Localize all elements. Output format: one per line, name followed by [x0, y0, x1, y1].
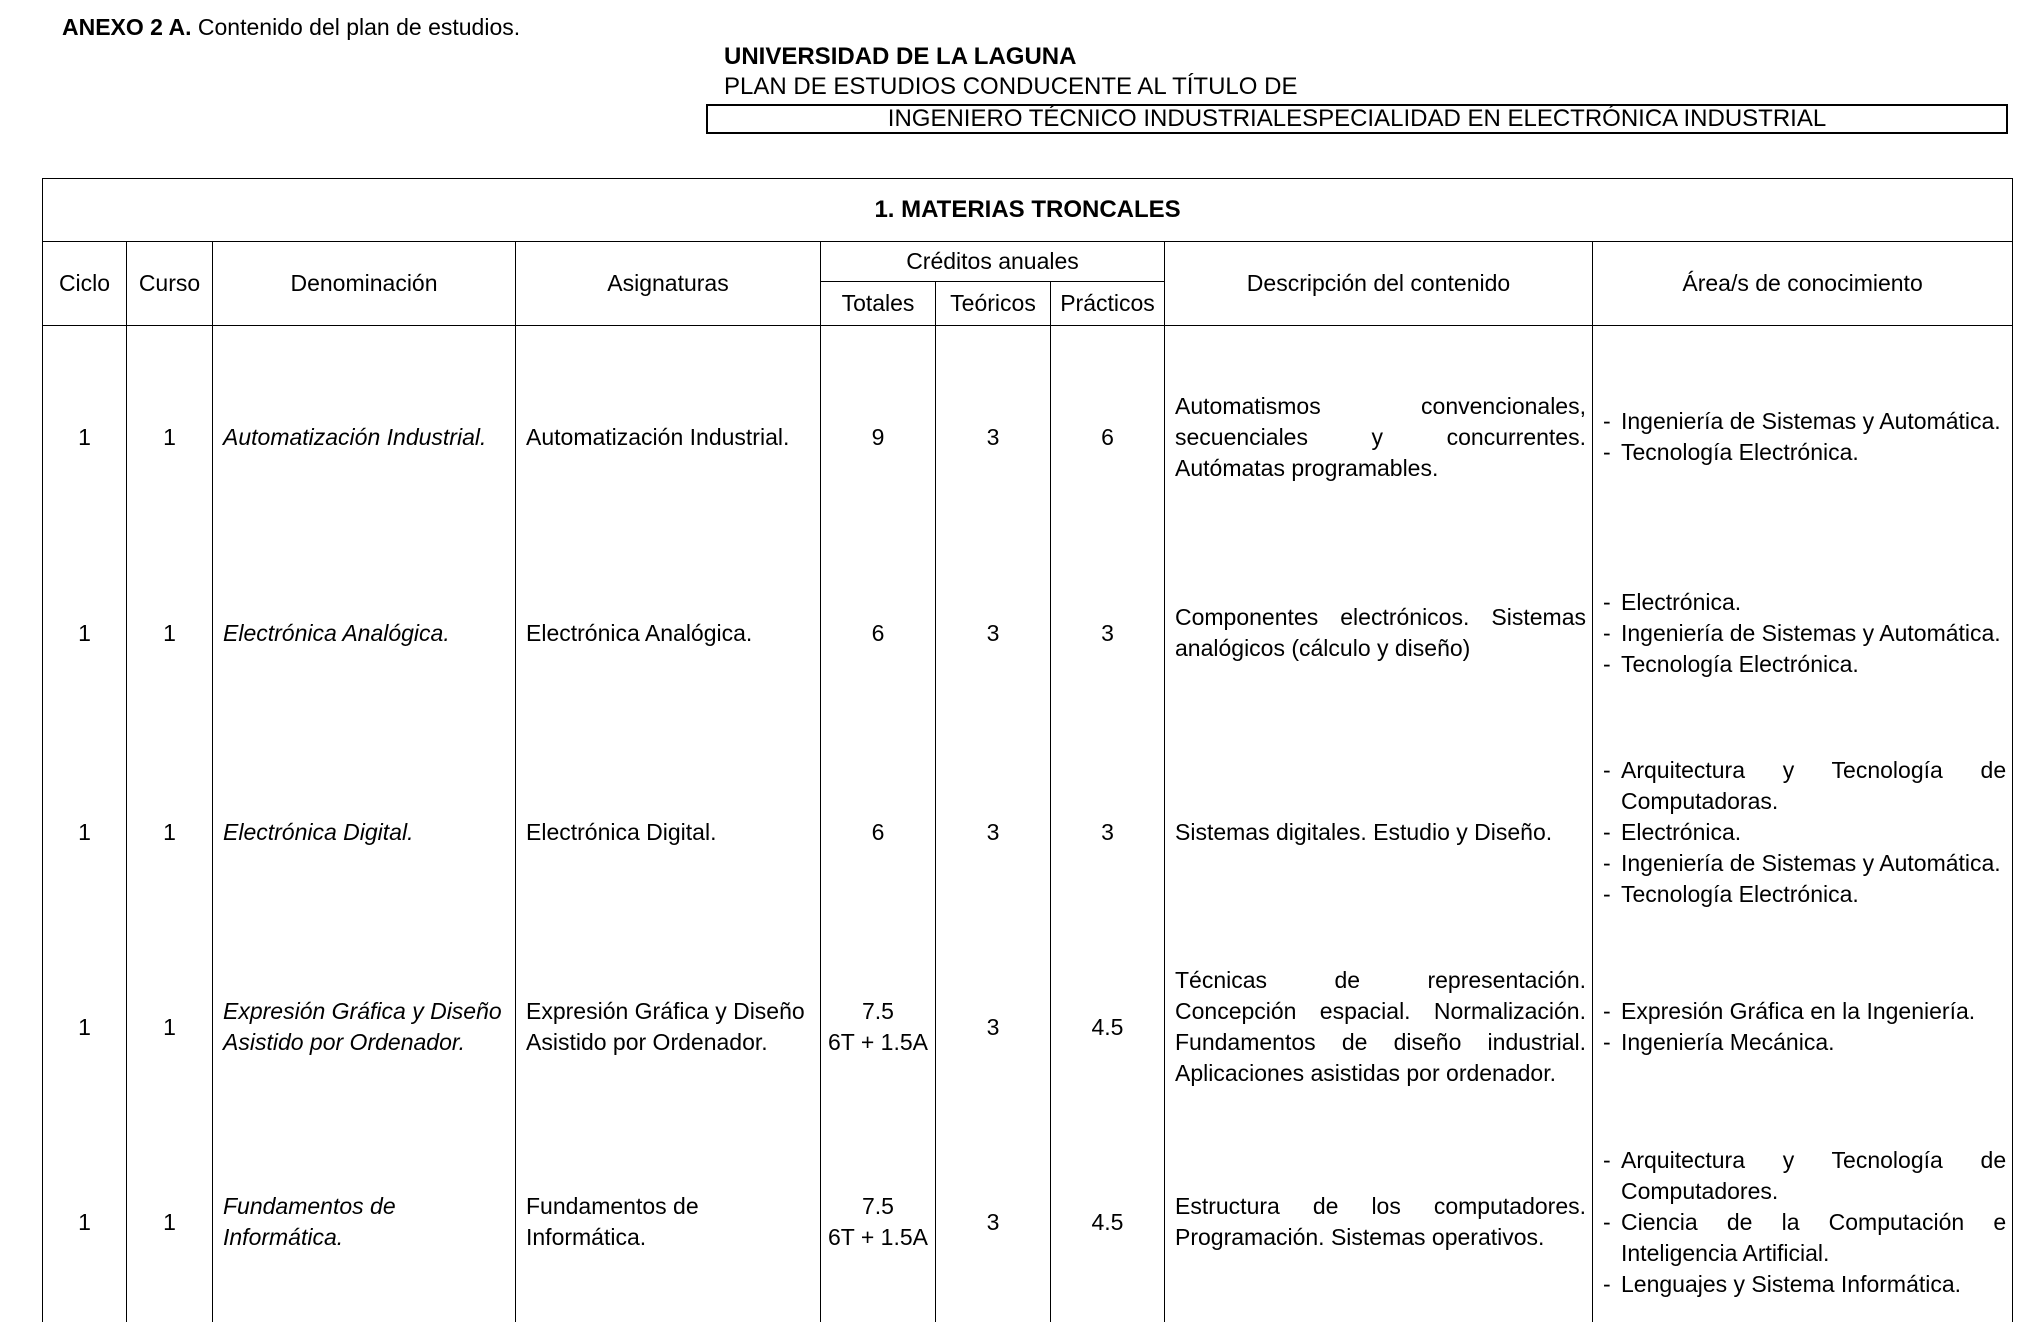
- cell-areas: [1593, 534, 2013, 732]
- cell-teoricos: 3: [936, 534, 1051, 732]
- section-title: 1. MATERIAS TRONCALES: [43, 179, 2013, 242]
- cell-practicos: 4.5: [1051, 932, 1165, 1122]
- table-row: [43, 534, 2013, 732]
- cell-asignatura: Electrónica Analógica.: [516, 534, 821, 732]
- annex-description: Contenido del plan de estudios.: [197, 14, 521, 40]
- cell-totales: [821, 1122, 936, 1322]
- area-item: - Ingeniería de Sistemas y Automática.: [1601, 406, 2006, 437]
- area-item: - Tecnología Electrónica.: [1601, 879, 2006, 910]
- col-header-practicos: Prácticos: [1051, 282, 1165, 326]
- totales-value: 6: [871, 619, 885, 646]
- cell-descripcion: Componentes electrónicos. Sistemas analógicos (cálculo y diseño): [1165, 534, 1593, 732]
- plan-line: PLAN DE ESTUDIOS CONDUCENTE AL TÍTULO DE: [724, 73, 1298, 100]
- cell-totales: [821, 932, 936, 1122]
- cell-asignatura: Fundamentos de Informática.: [516, 1122, 821, 1322]
- col-header-totales: Totales: [821, 282, 936, 326]
- col-header-asignaturas: Asignaturas: [516, 242, 821, 326]
- annex-label: ANEXO 2 A.: [62, 14, 192, 40]
- cell-curso: 1: [127, 732, 213, 932]
- cell-totales: [821, 534, 936, 732]
- cell-asignatura: Electrónica Digital.: [516, 732, 821, 932]
- totales-value: 7.5: [862, 998, 894, 1024]
- cell-practicos: 3: [1051, 534, 1165, 732]
- university-name: UNIVERSIDAD DE LA LAGUNA: [724, 43, 1077, 70]
- annex-heading: [62, 14, 520, 41]
- table-row: [43, 932, 2013, 1122]
- totales-value: 9: [871, 423, 885, 450]
- totales-value: 7.5: [862, 1193, 894, 1219]
- area-item: - Lenguajes y Sistema Informática.: [1601, 1269, 2006, 1300]
- degree-title: INGENIERO TÉCNICO INDUSTRIALESPECIALIDAD EN ELECTRÓNICA INDUSTRIAL: [887, 105, 1827, 132]
- area-item: - Ciencia de la Computación e Inteligencia Artificial.: [1601, 1207, 2006, 1269]
- cell-curso: 1: [127, 932, 213, 1122]
- col-header-denominacion: Denominación: [213, 242, 516, 326]
- area-item: - Ingeniería de Sistemas y Automática.: [1601, 618, 2006, 649]
- table-row: [43, 340, 2013, 534]
- area-item: - Tecnología Electrónica.: [1601, 437, 2006, 468]
- cell-practicos: 6: [1051, 340, 1165, 534]
- area-item: - Ingeniería Mecánica.: [1601, 1027, 2006, 1058]
- cell-areas: [1593, 340, 2013, 534]
- cell-areas: [1593, 1122, 2013, 1322]
- cell-ciclo: 1: [43, 932, 127, 1122]
- table-row: [43, 1122, 2013, 1322]
- cell-denominacion: Electrónica Analógica.: [213, 534, 516, 732]
- area-item: - Electrónica.: [1601, 587, 2006, 618]
- area-item: - Tecnología Electrónica.: [1601, 649, 2006, 680]
- cell-denominacion: Expresión Gráfica y Diseño Asistido por Ordenador.: [213, 932, 516, 1122]
- cell-teoricos: 3: [936, 340, 1051, 534]
- cell-practicos: 4.5: [1051, 1122, 1165, 1322]
- col-header-descripcion: Descripción del contenido: [1165, 242, 1593, 326]
- totales-note: 6T + 1.5A: [828, 1029, 928, 1055]
- cell-curso: 1: [127, 534, 213, 732]
- subjects-table: [42, 178, 2013, 1322]
- table-row: [43, 732, 2013, 932]
- col-header-teoricos: Teóricos: [936, 282, 1051, 326]
- cell-curso: 1: [127, 340, 213, 534]
- degree-title-box: [706, 104, 2008, 134]
- col-header-curso: Curso: [127, 242, 213, 326]
- cell-teoricos: 3: [936, 732, 1051, 932]
- cell-practicos: 3: [1051, 732, 1165, 932]
- cell-asignatura: Automatización Industrial.: [516, 340, 821, 534]
- area-item: - Arquitectura y Tecnología de Computadores.: [1601, 1145, 2006, 1207]
- cell-descripcion: Sistemas digitales. Estudio y Diseño.: [1165, 732, 1593, 932]
- col-header-ciclo: Ciclo: [43, 242, 127, 326]
- cell-totales: [821, 732, 936, 932]
- area-item: - Electrónica.: [1601, 817, 2006, 848]
- area-item: - Arquitectura y Tecnología de Computadoras.: [1601, 755, 2006, 817]
- cell-areas: [1593, 932, 2013, 1122]
- totales-value: 6: [871, 818, 885, 845]
- cell-ciclo: 1: [43, 732, 127, 932]
- cell-denominacion: Fundamentos de Informática.: [213, 1122, 516, 1322]
- cell-ciclo: 1: [43, 340, 127, 534]
- col-header-creditos: Créditos anuales: [821, 242, 1165, 282]
- totales-note: 6T + 1.5A: [828, 1224, 928, 1250]
- cell-teoricos: 3: [936, 932, 1051, 1122]
- cell-ciclo: 1: [43, 1122, 127, 1322]
- cell-descripcion: Estructura de los computadores. Programación. Sistemas operativos.: [1165, 1122, 1593, 1322]
- cell-ciclo: 1: [43, 534, 127, 732]
- cell-totales: [821, 340, 936, 534]
- cell-curso: 1: [127, 1122, 213, 1322]
- col-header-areas: Área/s de conocimiento: [1593, 242, 2013, 326]
- cell-descripcion: Técnicas de representación. Concepción espacial. Normalización. Fundamentos de diseño industrial. Aplicaciones asistidas por ordenador.: [1165, 932, 1593, 1122]
- area-item: - Expresión Gráfica en la Ingeniería.: [1601, 996, 2006, 1027]
- cell-teoricos: 3: [936, 1122, 1051, 1322]
- cell-denominacion: Electrónica Digital.: [213, 732, 516, 932]
- area-item: - Ingeniería de Sistemas y Automática.: [1601, 848, 2006, 879]
- cell-areas: [1593, 732, 2013, 932]
- cell-descripcion: Automatismos convencionales, secuenciales y concurrentes. Autómatas programables.: [1165, 340, 1593, 534]
- cell-asignatura: Expresión Gráfica y Diseño Asistido por Ordenador.: [516, 932, 821, 1122]
- cell-denominacion: Automatización Industrial.: [213, 340, 516, 534]
